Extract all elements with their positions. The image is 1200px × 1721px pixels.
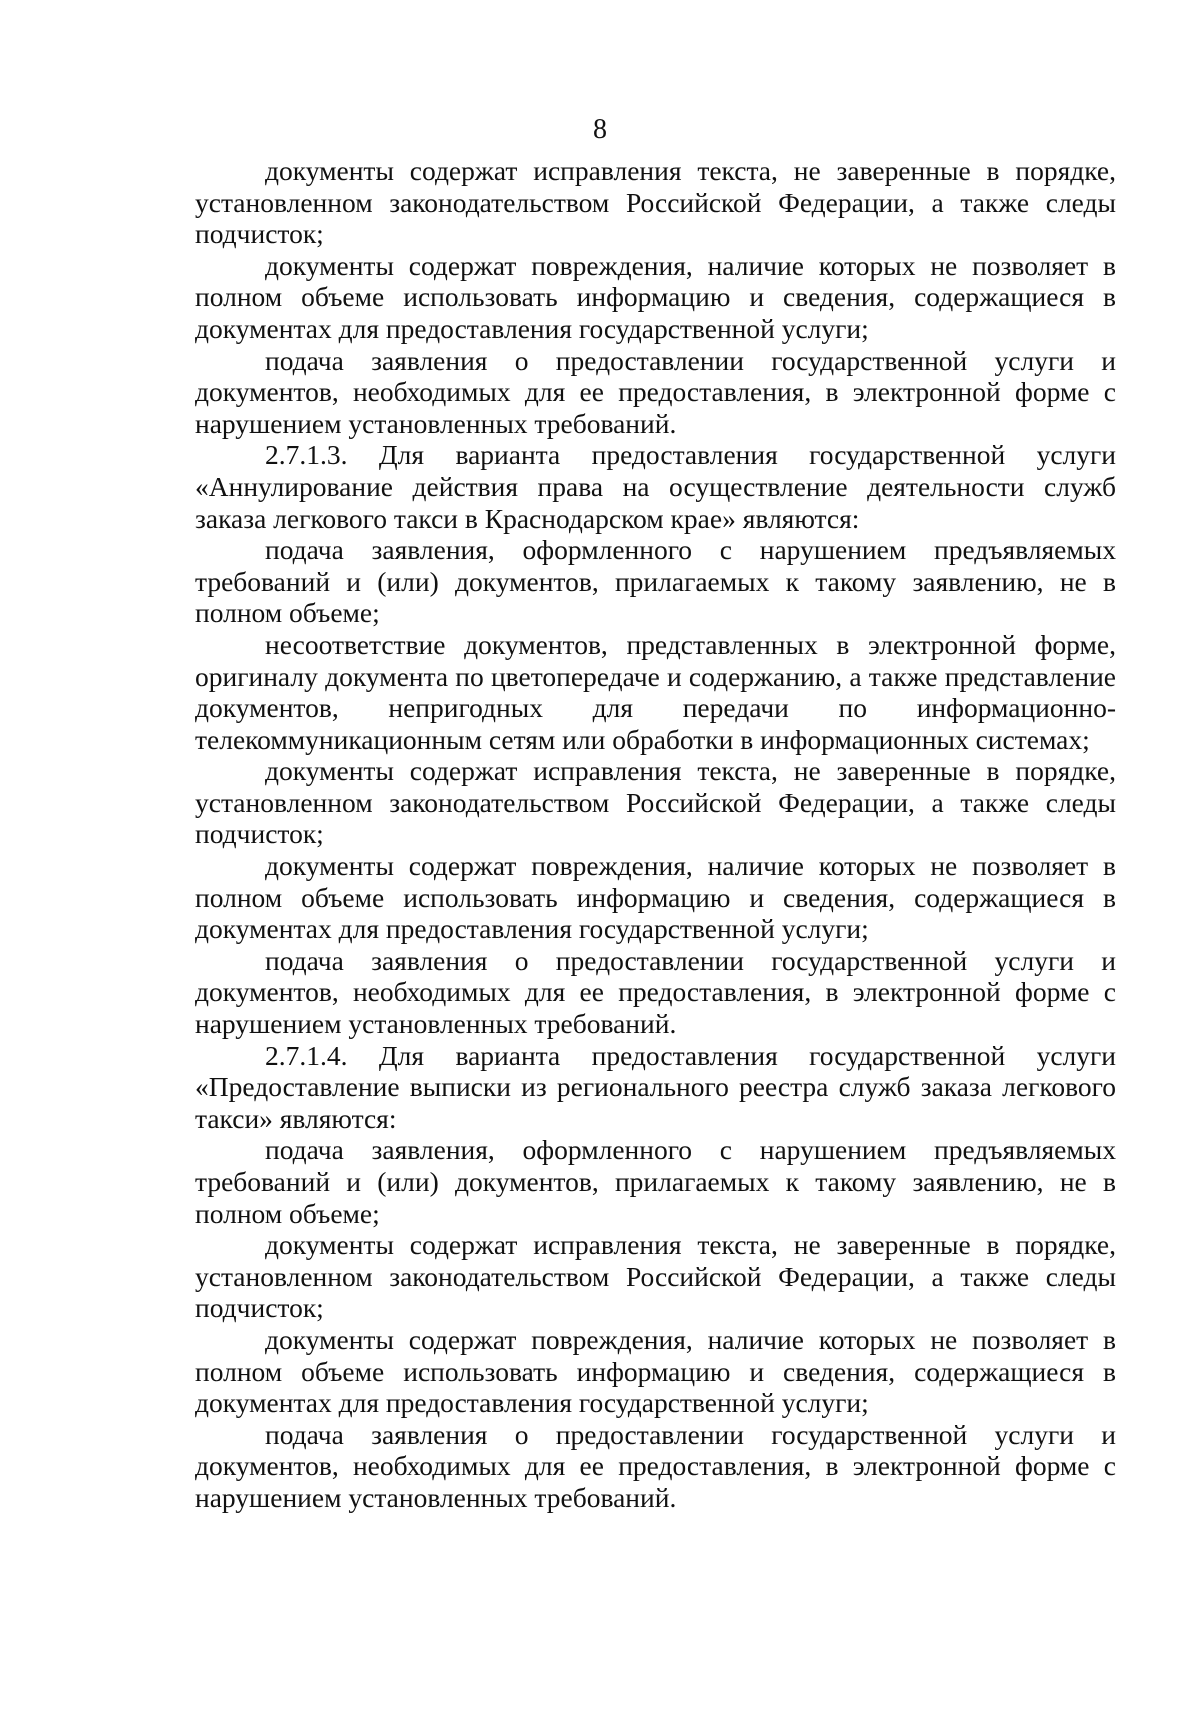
paragraph: документы содержат повреждения, наличие которых не позволяет в полном объеме использовать информацию и сведения, содержащиеся в документах для предоставления государственной услуги; [195, 850, 1116, 945]
section-paragraph-2-7-1-3: 2.7.1.3. Для варианта предоставления государственной услуги «Аннулирование действия права на осуществление деятельности служб заказа легкового такси в Краснодарском крае» являются: [195, 439, 1116, 534]
paragraph: документы содержат повреждения, наличие которых не позволяет в полном объеме использовать информацию и сведения, содержащиеся в документах для предоставления государственной услуги; [195, 249, 1116, 344]
paragraph: документы содержат исправления текста, не заверенные в порядке, установленном законодательством Российской Федерации, а также следы подчисток; [195, 155, 1116, 250]
document-body [195, 155, 1116, 1514]
paragraph: подача заявления о предоставлении государственной услуги и документов, необходимых для ее предоставления, в электронной форме с нарушением установленных требований. [195, 1418, 1116, 1513]
section-paragraph-2-7-1-4: 2.7.1.4. Для варианта предоставления государственной услуги «Предоставление выписки из регионального реестра служб заказа легкового такси» являются: [195, 1039, 1116, 1134]
paragraph: подача заявления о предоставлении государственной услуги и документов, необходимых для ее предоставления, в электронной форме с нарушением установленных требований. [195, 344, 1116, 439]
paragraph: документы содержат исправления текста, не заверенные в порядке, установленном законодательством Российской Федерации, а также следы подчисток; [195, 1229, 1116, 1324]
page-number: 8 [593, 114, 607, 145]
paragraph: документы содержат повреждения, наличие которых не позволяет в полном объеме использовать информацию и сведения, содержащиеся в документах для предоставления государственной услуги; [195, 1323, 1116, 1419]
paragraph: подача заявления о предоставлении государственной услуги и документов, необходимых для ее предоставления, в электронной форме с нарушением установленных требований. [195, 944, 1116, 1040]
paragraph: документы содержат исправления текста, не заверенные в порядке, установленном законодательством Российской Федерации, а также следы подчисток; [195, 755, 1116, 850]
paragraph: несоответствие документов, представленных в электронной форме, оригиналу документа по цветопередаче и содержанию, а также представление документов, непригодных для передачи по информационно-телекоммуникационным сетям или обработки в информационных системах; [195, 628, 1116, 755]
paragraph: подача заявления, оформленного с нарушением предъявляемых требований и (или) документов, прилагаемых к такому заявлению, не в полном объеме; [195, 534, 1116, 629]
paragraph: подача заявления, оформленного с нарушением предъявляемых требований и (или) документов, прилагаемых к такому заявлению, не в полном объеме; [195, 1134, 1116, 1229]
